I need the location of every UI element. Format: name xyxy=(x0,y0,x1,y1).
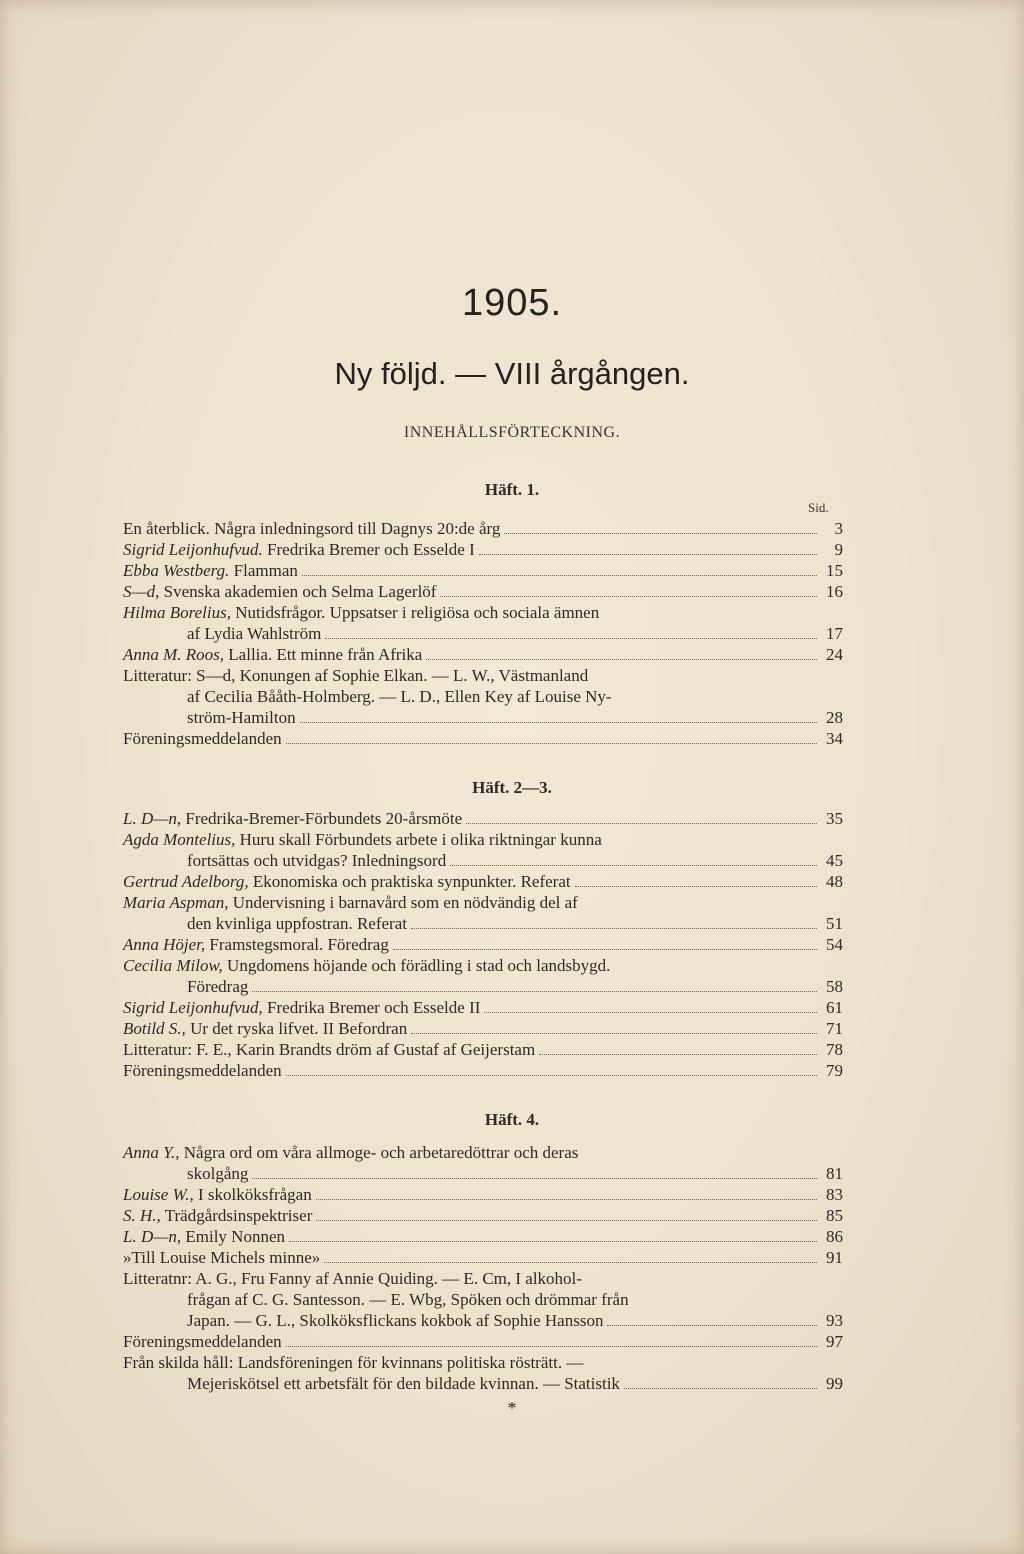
page-number: 91 xyxy=(826,1248,843,1267)
leader-dots xyxy=(289,1241,817,1242)
entry-text: Föreningsmeddelanden xyxy=(123,1061,282,1080)
toc-entry-line xyxy=(123,1142,843,1163)
toc-entry xyxy=(123,1331,843,1352)
toc-entry-continuation xyxy=(123,976,843,997)
entry-text: ström-Hamilton xyxy=(187,708,296,727)
toc-entry xyxy=(123,539,843,560)
toc-section-1 xyxy=(123,518,843,749)
leader-dots xyxy=(624,1388,817,1389)
entry-author: Gertrud Adelborg, xyxy=(123,872,249,891)
entry-author: L. D—n, xyxy=(123,1227,182,1246)
entry-author: Ebba Westberg. xyxy=(123,561,230,580)
entry-text xyxy=(123,871,571,892)
entry-text: den kvinliga uppfostran. Referat xyxy=(187,914,407,933)
page-number: 3 xyxy=(834,519,843,538)
entry-text: Japan. — G. L., Skolköksflickans kokbok af Sophie Hansson xyxy=(187,1311,604,1330)
entry-text: En återblick. Några inledningsord till Dagnys 20:de årg xyxy=(123,519,501,538)
toc-entry xyxy=(123,1226,843,1247)
entry-author: Anna M. Roos, xyxy=(123,645,225,664)
toc-entry xyxy=(123,644,843,665)
entry-title: Nutidsfrågor. Uppsatser i religiösa och sociala ämnen xyxy=(230,603,600,622)
entry-title: Svenska akademien och Selma Lagerlöf xyxy=(159,582,437,601)
entry-title: Trädgårdsinspektriser xyxy=(160,1206,313,1225)
page-number: 83 xyxy=(826,1185,843,1204)
toc-entry xyxy=(123,871,843,892)
leader-dots xyxy=(575,886,817,887)
toc-entry xyxy=(123,934,843,955)
section-title-haft-2-3: Häft. 2—3. xyxy=(472,778,552,797)
toc-entry xyxy=(123,1184,843,1205)
entry-author: Louise W., xyxy=(123,1185,194,1204)
toc-entry-line xyxy=(123,892,843,913)
page-number: 99 xyxy=(826,1374,843,1393)
entry-title: Fredrika Bremer och Esselde II xyxy=(262,998,481,1017)
toc-entry-line: Litteratnr: A. G., Fru Fanny af Annie Quiding. — E. Cm, I alkohol- xyxy=(123,1269,582,1288)
entry-title: Fredrika Bremer och Esselde I xyxy=(262,540,475,559)
entry-title: Några ord om våra allmoge- och arbetaredöttrar och deras xyxy=(179,1143,579,1162)
page-number: 15 xyxy=(826,561,843,580)
toc-entry-continuation xyxy=(123,707,843,728)
toc-entry xyxy=(123,560,843,581)
entry-text xyxy=(123,808,462,829)
leader-dots xyxy=(286,1346,817,1347)
toc-entry-line xyxy=(123,829,843,850)
leader-dots xyxy=(504,533,817,534)
entry-author: Sigrid Leijonhufvud. xyxy=(123,540,263,559)
page-number: 17 xyxy=(826,624,843,643)
toc-entry xyxy=(123,728,843,749)
leader-dots xyxy=(539,1054,817,1055)
page-number: 34 xyxy=(826,729,843,748)
toc-entry xyxy=(123,1018,843,1039)
entry-title: Framstegsmoral. Föredrag xyxy=(205,935,389,954)
entry-author: S. H., xyxy=(123,1206,161,1225)
entry-text xyxy=(123,644,422,665)
page-number: 78 xyxy=(826,1040,843,1059)
page-number: 16 xyxy=(826,582,843,601)
entry-author: Hilma Borelius, xyxy=(123,603,231,622)
entry-title: Ekonomiska och praktiska synpunkter. Referat xyxy=(248,872,571,891)
page-number: 45 xyxy=(826,851,843,870)
page-number: 86 xyxy=(826,1227,843,1246)
entry-author: Anna Höjer, xyxy=(123,935,206,954)
page-number: 85 xyxy=(826,1206,843,1225)
leader-dots xyxy=(484,1012,817,1013)
leader-dots xyxy=(286,1075,817,1076)
toc-entry xyxy=(123,1060,843,1081)
entry-author: Maria Aspman, xyxy=(123,893,229,912)
entry-text: Föreningsmeddelanden xyxy=(123,729,282,748)
entry-text xyxy=(123,997,480,1018)
entry-text xyxy=(123,539,475,560)
leader-dots xyxy=(252,991,817,992)
leader-dots xyxy=(286,743,817,744)
entry-text: af Lydia Wahlström xyxy=(187,624,322,643)
toc-entry-continuation xyxy=(123,913,843,934)
page-number: 54 xyxy=(826,935,843,954)
entry-text xyxy=(123,934,389,955)
page-number: 61 xyxy=(826,998,843,1017)
page-number: 79 xyxy=(826,1061,843,1080)
leader-dots xyxy=(607,1325,817,1326)
leader-dots xyxy=(450,865,817,866)
page-number: 93 xyxy=(826,1311,843,1330)
entry-text xyxy=(123,1226,285,1247)
page-number: 35 xyxy=(826,809,843,828)
toc-entry xyxy=(123,808,843,829)
toc-entry xyxy=(123,581,843,602)
entry-text: »Till Louise Michels minne» xyxy=(123,1248,321,1267)
entry-title: Flamman xyxy=(229,561,298,580)
entry-author: S—d, xyxy=(123,582,160,601)
toc-section-4 xyxy=(123,1142,843,1394)
page-number: 24 xyxy=(826,645,843,664)
toc-entry-line xyxy=(123,602,843,623)
leader-dots xyxy=(324,1262,817,1263)
page-number: 48 xyxy=(826,872,843,891)
entry-text: Mejeriskötsel ett arbetsfält för den bildade kvinnan. — Statistik xyxy=(187,1374,620,1393)
toc-entry-line: Litteratur: S—d, Konungen af Sophie Elkan. — L. W., Västmanland xyxy=(123,666,589,685)
page-number: 28 xyxy=(826,708,843,727)
leader-dots xyxy=(252,1178,817,1179)
entry-title: Undervisning i barnavård som en nödvändig del af xyxy=(228,893,578,912)
leader-dots xyxy=(479,554,817,555)
page-number: 97 xyxy=(826,1332,843,1351)
leader-dots xyxy=(302,575,817,576)
toc-entry xyxy=(123,1039,843,1060)
section-title-haft-1: Häft. 1. xyxy=(484,480,540,499)
entry-text xyxy=(123,581,436,602)
leader-dots xyxy=(316,1220,817,1221)
entry-author: Agda Montelius, xyxy=(123,830,236,849)
toc-entry-continuation xyxy=(123,1373,843,1394)
toc-entry-continuation xyxy=(123,1163,843,1184)
toc-entry xyxy=(123,997,843,1018)
toc-entry-continuation xyxy=(123,1310,843,1331)
entry-title: Huru skall Förbundets arbete i olika riktningar kunna xyxy=(235,830,602,849)
entry-text xyxy=(123,560,298,581)
entry-text: Föreningsmeddelanden xyxy=(123,1332,282,1351)
entry-author: L. D—n, xyxy=(123,809,182,828)
entry-author: Botild S., xyxy=(123,1019,186,1038)
leader-dots xyxy=(393,949,817,950)
section-title-haft-4: Häft. 4. xyxy=(484,1110,540,1129)
entry-text xyxy=(123,1205,312,1226)
page-number: 71 xyxy=(826,1019,843,1038)
leader-dots xyxy=(440,596,817,597)
footer-asterisk: * xyxy=(507,1398,517,1418)
volume-subtitle: Ny följd. — VIII årgången. xyxy=(334,356,690,391)
entry-text xyxy=(123,1184,312,1205)
page-number: 58 xyxy=(826,977,843,996)
toc-entry xyxy=(123,1205,843,1226)
entry-text: skolgång xyxy=(187,1164,249,1183)
page-number: 51 xyxy=(826,914,843,933)
toc-heading: INNEHÅLLSFÖRTECKNING. xyxy=(403,424,621,441)
toc-section-2-3 xyxy=(123,808,843,1081)
page-number: 9 xyxy=(834,540,843,559)
entry-author: Cecilia Milow, xyxy=(123,956,223,975)
toc-entry-line: Från skilda håll: Landsföreningen för kvinnans politiska rösträtt. — xyxy=(123,1353,584,1372)
page-number: 81 xyxy=(826,1164,843,1183)
page-column-label: Sid. xyxy=(808,500,829,515)
leader-dots xyxy=(411,928,817,929)
entry-author: Sigrid Leijonhufvud, xyxy=(123,998,263,1017)
leader-dots xyxy=(426,659,817,660)
leader-dots xyxy=(411,1033,817,1034)
leader-dots xyxy=(300,722,817,723)
entry-text: fortsättas och utvidgas? Inledningsord xyxy=(187,851,447,870)
entry-title: Emily Nonnen xyxy=(181,1227,285,1246)
leader-dots xyxy=(316,1199,817,1200)
leader-dots xyxy=(466,823,817,824)
toc-entry-continuation: frågan af C. G. Santesson. — E. Wbg, Spöken och drömmar från xyxy=(187,1290,629,1309)
toc-entry-continuation: af Cecilia Bååth-Holmberg. — L. D., Ellen Key af Louise Ny- xyxy=(187,687,612,706)
entry-text xyxy=(123,1018,407,1039)
toc-entry-continuation xyxy=(123,850,843,871)
entry-text: Föredrag xyxy=(187,977,249,996)
toc-entry-continuation xyxy=(123,623,843,644)
entry-title: Ur det ryska lifvet. II Befordran xyxy=(185,1019,408,1038)
entry-text: Litteratur: F. E., Karin Brandts dröm af Gustaf af Geijerstam xyxy=(123,1040,536,1059)
entry-title: Ungdomens höjande och förädling i stad och landsbygd. xyxy=(222,956,611,975)
entry-title: I skolköksfrågan xyxy=(193,1185,312,1204)
volume-year: 1905. xyxy=(461,282,563,324)
toc-entry-line xyxy=(123,955,843,976)
toc-entry xyxy=(123,1247,843,1268)
entry-title: Fredrika-Bremer-Förbundets 20-årsmöte xyxy=(181,809,463,828)
toc-entry xyxy=(123,518,843,539)
entry-title: Lallia. Ett minne från Afrika xyxy=(224,645,423,664)
entry-author: Anna Y., xyxy=(123,1143,180,1162)
leader-dots xyxy=(325,638,817,639)
